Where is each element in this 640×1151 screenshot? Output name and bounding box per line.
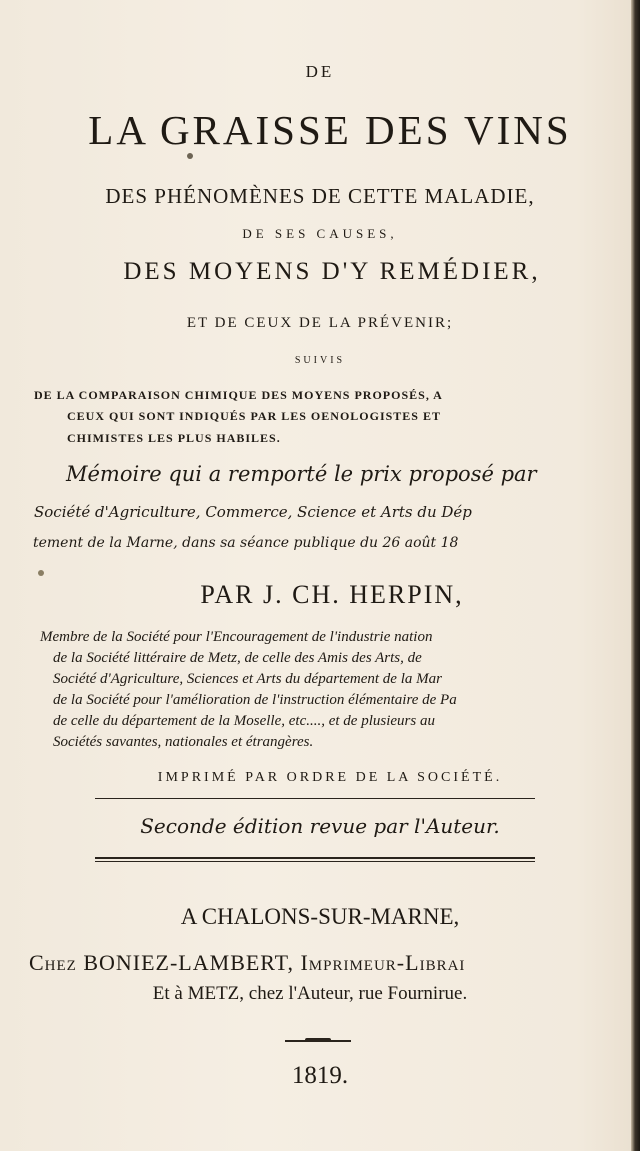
subtitle-causes: DE SES CAUSES, [242,226,398,241]
title-prefix: DE [305,62,335,81]
thin-rule-top [95,798,535,799]
edition-line: Seconde édition revue par l'Auteur. [140,814,500,838]
year-line: 1819. [291,1062,349,1089]
double-rule [95,857,535,859]
ink-spot [187,153,193,159]
membre-line-3: Société d'Agriculture, Sciences et Arts du département de la Mar [53,671,442,687]
membre-line-4: de la Société pour l'amélioration de l'instruction élémentaire de Pa [53,692,457,708]
membre-line-6: Sociétés savantes, nationales et étrangères. [53,734,314,750]
page-edge-shadow [631,0,640,1151]
suivis-label: SUIVIS [294,355,346,366]
double-rule [95,861,535,862]
comparison-line-3: CHIMISTES LES PLUS HABILES. [67,431,281,445]
membre-line-1: Membre de la Société pour l'Encouragement de l'industrie nation [40,629,433,645]
main-title: LA GRAISSE DES VINS [88,107,572,153]
chez-line-1: Chez BONIEZ-LAMBERT, Imprimeur-Librai [29,950,466,975]
membre-line-5: de celle du département de la Moselle, etc...., et de plusieurs au [53,713,435,729]
subtitle-prevenir: ET DE CEUX DE LA PRÉVENIR; [186,315,454,331]
memoire-line-3: tement de la Marne, dans sa séance publique du 26 août 18 [33,535,459,551]
memoire-line-1: Mémoire qui a remporté le prix proposé par [66,462,537,486]
imprime-line: IMPRIMÉ PAR ORDRE DE LA SOCIÉTÉ. [157,770,503,785]
subtitle-phenomenes: DES PHÉNOMÈNES DE CETTE MALADIE, [105,184,535,208]
city-line: A CHALONS-SUR-MARNE, [180,904,460,929]
author-line: PAR J. CH. HERPIN, [200,580,464,609]
ink-spot [38,570,44,576]
membre-line-2: de la Société littéraire de Metz, de celle des Amis des Arts, de [53,650,422,666]
chez-line-2: Et à METZ, chez l'Auteur, rue Fournirue. [152,983,468,1004]
comparison-line-2: CEUX QUI SONT INDIQUÉS PAR LES OENOLOGISTES ET [67,409,441,423]
memoire-line-2: Société d'Agriculture, Commerce, Science et Arts du Dép [34,503,472,521]
comparison-line-1: DE LA COMPARAISON CHIMIQUE DES MOYENS PROPOSÉS, A [34,388,443,402]
ornament-dash [305,1038,331,1042]
subtitle-moyens: DES MOYENS D'Y REMÉDIER, [123,258,541,285]
